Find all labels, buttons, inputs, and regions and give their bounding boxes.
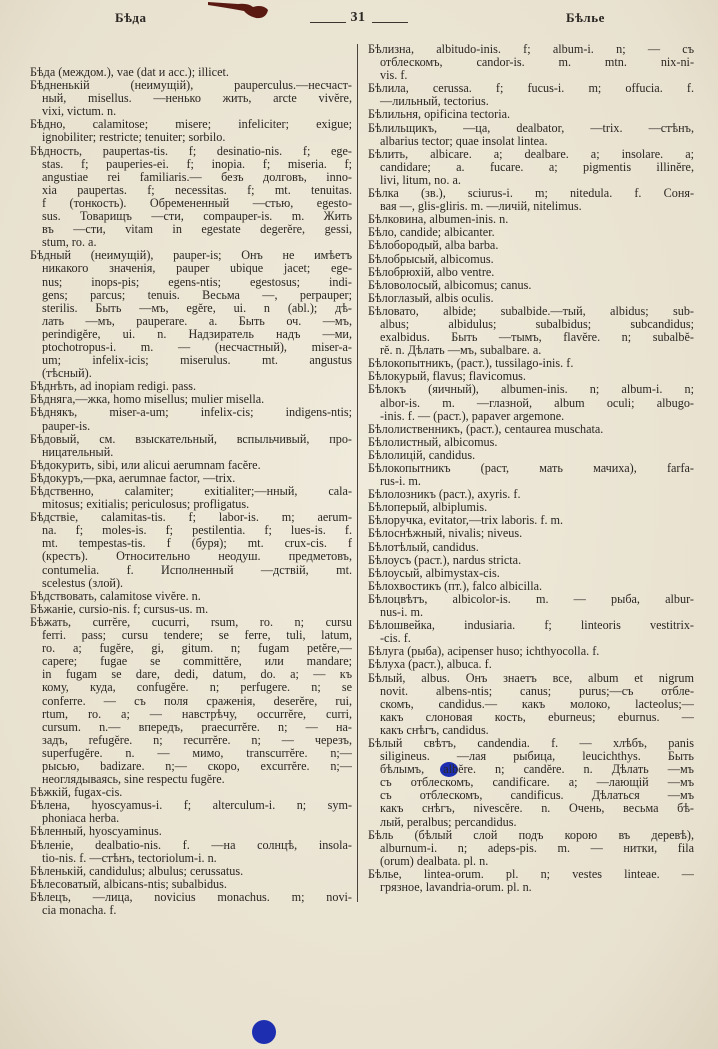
- entry-headline: Бѣлильня, opificina tectoria.: [368, 108, 511, 122]
- entry-headline: Бѣлоусый, albimystax-cis.: [368, 566, 500, 580]
- entry-headline: Бѣлуха (раст.), albuca. f.: [368, 658, 492, 672]
- left-column: [30, 66, 352, 917]
- dictionary-entry: [368, 383, 694, 422]
- entry-headline: Бѣлокопытникъ (раст, мать мачиха), farfa-: [368, 462, 694, 475]
- entry-continuation: -inis. f. — (раст.), papaver argemone.: [380, 409, 565, 423]
- dictionary-entry: [30, 865, 352, 878]
- entry-continuation: -cis. f.: [380, 632, 411, 646]
- dictionary-entry: [30, 459, 352, 472]
- dictionary-entry: [30, 380, 352, 393]
- dictionary-entry: [30, 393, 352, 406]
- entry-continuation: скомъ, candidus.— какъ молоко, lacteolus;—: [380, 697, 694, 711]
- entry-continuation: (orum) dealbata. pl. n.: [380, 854, 489, 868]
- dictionary-entry: [368, 672, 694, 737]
- entry-headline: Бѣль (бѣлый слой подъ корою въ деревѣ),: [368, 828, 694, 842]
- dictionary-entry: [368, 370, 694, 383]
- entry-headline: Бѣлковина, albumen-inis. n.: [368, 213, 509, 227]
- entry-continuation: неоглядываясь, sine respectu fugĕre.: [42, 773, 225, 787]
- entry-headline: Бѣло, candide; albicanter.: [368, 226, 495, 240]
- entry-continuation: scelestus (злой).: [42, 576, 124, 590]
- dictionary-entry: [368, 501, 694, 514]
- entry-headline: Бѣлуга (рыба), acipenser huso; ichthyocolla. f.: [368, 645, 600, 659]
- entry-continuation: in fugam se dare, dedi, datum, do. a; — къ: [42, 668, 352, 682]
- entry-headline: Бѣлотѣлый, candidus.: [368, 540, 479, 554]
- entry-continuation: vixi, victum. n.: [42, 105, 117, 119]
- dictionary-entry: [368, 645, 694, 658]
- dictionary-entry: [30, 66, 352, 79]
- entry-continuation: stas. f; pauperies-ei. f; inopia. f; miseria. f;: [42, 157, 352, 171]
- entry-continuation: contumelia. f. Исполненный —дствій, mt.: [42, 563, 352, 577]
- dictionary-entry: [368, 829, 694, 868]
- entry-continuation: ignobiliter; restricte; tenuiter; sorbilo.: [42, 131, 226, 145]
- entry-headline: Бѣлолистный, albicomus.: [368, 435, 498, 449]
- dictionary-entry: [30, 472, 352, 485]
- entry-continuation: siligineus. —лая рыбица, leucichthys. Быть: [380, 750, 694, 764]
- entry-headline: Бѣдняга,—жка, homo misellus; mulier misella.: [30, 393, 265, 407]
- page-number: 31: [350, 10, 366, 25]
- entry-headline: Бѣлый, albus. Онъ знаетъ все, album et nigrum: [368, 671, 694, 685]
- dictionary-entry: [368, 187, 694, 213]
- entry-continuation: novit. albens-ntis; canus; purus;—съ отбле-: [380, 684, 694, 698]
- entry-headline: Бѣлокопытникъ, (раст.), tussilago-inis. f.: [368, 357, 574, 371]
- dictionary-entry: [368, 266, 694, 279]
- entry-headline: Бѣдствовать, calamitose vivĕre. n.: [30, 589, 201, 603]
- dictionary-entry: [368, 868, 694, 894]
- dictionary-entry: [368, 619, 694, 645]
- dictionary-entry: [30, 118, 352, 144]
- entry-continuation: съ отблескомъ, candificus. Дѣлаться —мъ: [380, 789, 694, 803]
- entry-continuation: кому, куда, confugĕre. n; perfugere. n; se: [42, 681, 352, 695]
- dictionary-entry: [368, 488, 694, 501]
- entry-continuation: ный, misellus. —ненько жить, arcte vivĕre,: [42, 92, 352, 106]
- entry-continuation: грязное, lavandria-orum. pl. n.: [380, 881, 532, 894]
- entry-continuation: albus; albidulus; subalbidus; subcandidus;: [380, 317, 694, 331]
- dictionary-entry: [368, 436, 694, 449]
- entry-continuation: rus-i. m.: [380, 475, 421, 489]
- entry-continuation: candidare; a. fucare. a; pigmentis illinĕre,: [380, 160, 694, 174]
- right-column: [368, 43, 694, 894]
- dictionary-entry: [368, 357, 694, 370]
- entry-continuation: stum, ro. a.: [42, 236, 97, 250]
- entry-headline: Бѣлый свѣтъ, candendia. f. — хлѣбъ, panis: [368, 736, 694, 750]
- entry-continuation: f (тонкость). Обремененный —стью, egesto-: [42, 196, 352, 210]
- entry-headline: Бѣлоусъ (раст.), nardus stricta.: [368, 553, 522, 567]
- entry-continuation: na. f; moles-is. f; pestilentia. f; lues-is. f.: [42, 524, 352, 538]
- entry-headline: Бѣдокуръ,—рка, aerumnae factor, —trix.: [30, 471, 236, 485]
- entry-continuation: какъ снѣгъ, candidus.: [380, 723, 489, 737]
- entry-headline: Бѣжкій, fugax-cis.: [30, 786, 123, 800]
- ink-blot-icon: [208, 0, 270, 20]
- entry-continuation: —лильный, tectorius.: [380, 95, 489, 109]
- dictionary-entry: [368, 253, 694, 266]
- entry-continuation: rĕ. n. Дѣлать —мъ, subalbare. a.: [380, 344, 542, 358]
- dictionary-entry: [368, 148, 694, 187]
- entry-continuation: ro. a; fugĕre, gi, gitum. n; fugam petĕre,—: [42, 642, 352, 656]
- entry-continuation: pauper-is.: [42, 419, 91, 433]
- entry-headline: Бѣлецъ, —лица, novicius monachus. m; novi-: [30, 890, 352, 904]
- entry-headline: Бѣднякъ, miser-a-um; infelix-cis; indigens-ntis;: [30, 406, 352, 420]
- dictionary-entry: [30, 825, 352, 838]
- entry-headline: Бѣжаніе, cursio-nis. f; cursus-us. m.: [30, 602, 209, 616]
- entry-continuation: лый, peralbus; percandidus.: [380, 815, 517, 829]
- dictionary-entry: [368, 108, 694, 121]
- dictionary-entry: [368, 423, 694, 436]
- entry-continuation: sterilis. Быть —мъ, egĕre, ui. n (abl.); дѣ-: [42, 301, 352, 315]
- dictionary-entry: [368, 226, 694, 239]
- entry-continuation: albarius tector; quae insolat lintea.: [380, 134, 548, 148]
- entry-continuation: рысью, badizare. n;— скоро, excurrĕre. n;—: [42, 759, 352, 773]
- entry-headline: Бѣдненькій (неимущій), pauperculus.—несчаст-: [30, 79, 352, 93]
- entry-continuation: tio-nis. f. —стѣнъ, tectoriolum-i. n.: [42, 851, 217, 865]
- entry-headline: Бѣда (междом.), vae (dat и acc.); illicet.: [30, 66, 229, 79]
- entry-headline: Бѣлизна, albitudo-inis. f; album-i. n; — съ: [368, 43, 694, 56]
- entry-continuation: лать —мъ, pauperare. a. Быть оч. —мъ,: [42, 314, 352, 328]
- dictionary-entry: [30, 485, 352, 511]
- dictionary-entry: [368, 122, 694, 148]
- entry-continuation: задъ, refugĕre. n; recurrĕre. n; — черезъ,: [42, 733, 352, 747]
- entry-continuation: съ отблескомъ, candificare. a; —лающій —мъ: [380, 776, 694, 790]
- entry-continuation: albor-is. m. —глазной, album oculi; albugo-: [380, 396, 694, 410]
- entry-continuation: въ —сти, vitam in egestate degerĕre, gessi,: [42, 223, 352, 237]
- dictionary-entry: [368, 658, 694, 671]
- entry-headline: Бѣлолозникъ (раст.), axyris. f.: [368, 488, 521, 502]
- dictionary-entry: [368, 554, 694, 567]
- dictionary-entry: [30, 891, 352, 917]
- entry-headline: Бѣлить, albicare. a; dealbare. a; insolare. a;: [368, 147, 694, 161]
- dictionary-entry: [368, 239, 694, 252]
- entry-headline: Бѣлка (зв.), sciurus-i. m; nitedula. f. Соня-: [368, 187, 694, 201]
- entry-continuation: vis. f.: [380, 69, 408, 83]
- dictionary-entry: [30, 145, 352, 250]
- entry-continuation: nus-i. m.: [380, 606, 423, 620]
- entry-headline: Бѣлобородый, alba barba.: [368, 239, 499, 253]
- entry-headline: Бѣленный, hyoscyaminus.: [30, 825, 162, 839]
- entry-continuation: um; infelix-icis; miserulus. mt. angustus: [42, 354, 352, 368]
- entry-headline: Бѣленіе, dealbatio-nis. f. —на солнцѣ, insola-: [30, 838, 352, 852]
- dictionary-entry: [368, 449, 694, 462]
- dictionary-entry: [368, 541, 694, 554]
- column-divider: [357, 44, 358, 902]
- dictionary-entry: [368, 462, 694, 488]
- entry-headline: Бѣлоручка, evitator,—trix laboris. f. m.: [368, 514, 564, 528]
- entry-headline: Бѣленькій, candidulus; albulus; cerussatus.: [30, 864, 244, 878]
- entry-continuation: mt. tempestas-tis. f (буря); mt. crux-cis. f: [42, 537, 352, 551]
- entry-continuation: ptochotropus-i. m. — (несчастный), miser-a-: [42, 340, 352, 354]
- dictionary-entry: [368, 527, 694, 540]
- entry-continuation: alburnum-i. n; adeps-pis. m. — нитки, fila: [380, 841, 694, 855]
- entry-headline: Бѣлильщикъ, —ца, dealbator, —trix. —стѣнъ,: [368, 121, 694, 135]
- entry-continuation: отблескомъ, candor-is. m. mtn. nix-ni-: [380, 56, 694, 70]
- entry-headline: Бѣлолицій, candidus.: [368, 448, 476, 462]
- ink-spot-icon: [252, 1020, 276, 1044]
- dictionary-entry: [368, 292, 694, 305]
- entry-continuation: ferri. pass; cursu tendere; se ferre, tuli, latum,: [42, 629, 352, 643]
- entry-continuation: sus. Товарищъ —сти, compauper-is. m. Жить: [42, 210, 352, 224]
- dictionary-entry: [30, 878, 352, 891]
- entry-continuation: capere; fugae se committĕre, или mandare;: [42, 655, 352, 669]
- entry-headline: Бѣлесоватый, albicans-ntis; subalbidus.: [30, 877, 227, 891]
- entry-continuation: бѣлымъ, albĕre. n; candĕre. n. Дѣлать —мъ: [380, 763, 694, 777]
- entry-continuation: какъ снѣгъ, nivescĕre. n. Очень, весьма бѣ-: [380, 802, 694, 816]
- dictionary-entry: [30, 79, 352, 118]
- dictionary-entry: [30, 603, 352, 616]
- entry-headline: Бѣлокъ (яичный), albumen-inis. n; album-i. n;: [368, 383, 694, 397]
- entry-headline: Бѣлолиственникъ, (раст.), centaurea muschata.: [368, 422, 604, 436]
- entry-continuation: superfugĕre. n. — мимо, transcurrĕre. n;—: [42, 746, 352, 760]
- dictionary-entry: [30, 406, 352, 432]
- entry-headline: Бѣлоснѣжный, nivalis; niveus.: [368, 527, 523, 541]
- entry-headline: Бѣлоперый, albiplumis.: [368, 501, 488, 515]
- entry-continuation: exalbidus. Быть —тымъ, flavĕre. n; subalbĕ-: [380, 331, 694, 345]
- dictionary-entry: [368, 593, 694, 619]
- entry-headline: Бѣлокурый, flavus; flavicomus.: [368, 370, 526, 384]
- entry-continuation: gens; parcus; tenuis. Весьма —, perpauper;: [42, 288, 352, 302]
- entry-headline: Бѣлобрысый, albicomus.: [368, 252, 494, 266]
- entry-headline: Бѣжать, currĕre, cucurri, rsum, ro. n; cursu: [30, 615, 352, 629]
- dictionary-entry: [368, 514, 694, 527]
- entry-headline: Бѣлошвейка, indusiaria. f; linteoris vestitrix-: [368, 619, 694, 633]
- entry-continuation: какъ слоновая кость, eburneus; eburnus. —: [380, 710, 694, 724]
- entry-headline: Бѣдность, paupertas-tis. f; desinatio-nis. f; ege-: [30, 144, 352, 158]
- entry-continuation: angustiae rei familiaris.— безъ долговъ, inno-: [42, 170, 352, 184]
- dictionary-entry: [368, 213, 694, 226]
- entry-headline: Бѣлила, cerussa. f; fucus-i. m; offucia. f.: [368, 82, 694, 96]
- left-guide-word: Бѣда: [115, 10, 147, 25]
- entry-headline: Бѣдно, calamitose; misere; infeliciter; exigue;: [30, 118, 352, 132]
- entry-continuation: cursum. n.— впередъ, praecurrĕre. n; — на-: [42, 720, 352, 734]
- entry-headline: Бѣлена, hyoscyamus-i. f; alterculum-i. n; sym-: [30, 799, 352, 813]
- entry-continuation: вая —, glis-gliris. m. —личій, nitelimus.: [380, 200, 582, 214]
- dictionary-entry: [30, 433, 352, 459]
- dictionary-entry: [368, 82, 694, 108]
- dictionary-entry: [30, 616, 352, 786]
- right-guide-word: Бѣлье: [566, 10, 605, 25]
- dictionary-entry: [30, 786, 352, 799]
- dictionary-entry: [368, 279, 694, 292]
- entry-continuation: (крестъ). Относительно неодуш. предметовъ,: [42, 550, 352, 564]
- entry-headline: Бѣдствіе, calamitas-tis. f; labor-is. m; aerum-: [30, 511, 352, 525]
- entry-headline: Бѣдокурить, sibi, или alicui aerumnam facĕre.: [30, 458, 261, 472]
- entry-continuation: perindigĕre, ui. n. Надзиратель надъ —ми,: [42, 327, 352, 341]
- entry-continuation: nus; inops-pis; egens-ntis; egestosus; indi-: [42, 275, 352, 289]
- entry-headline: Бѣдный (неимущій), pauper-is; Онъ не имѣетъ: [30, 249, 352, 263]
- entry-headline: Бѣлоцвѣтъ, albicolor-is. m. — рыба, albur-: [368, 592, 694, 606]
- entry-continuation: phoniaca herba.: [42, 812, 120, 826]
- dictionary-entry: [30, 590, 352, 603]
- entry-continuation: livi, litum, no. a.: [380, 173, 461, 187]
- entry-headline: Бѣдовый, см. взыскательный, вспыльчивый, про-: [30, 432, 352, 446]
- dictionary-entry: [30, 249, 352, 380]
- entry-continuation: никакого значенія, pauper ubique jacet; ege-: [42, 262, 352, 276]
- entry-continuation: rtum, ro. a; — навстрѣчу, occurrĕre, curri,: [42, 707, 352, 721]
- entry-headline: Бѣловато, albide; subalbide.—тый, albidus; sub-: [368, 304, 694, 318]
- entry-continuation: mitosus; exitialis; periculosus; profligatus.: [42, 498, 250, 512]
- dictionary-entry: [30, 839, 352, 865]
- entry-continuation: conferre. — съ поля сраженія, deserĕre, rui,: [42, 694, 352, 708]
- dictionary-entry: [368, 567, 694, 580]
- entry-headline: Бѣдственно, calamiter; exitialiter;—нный, cala-: [30, 485, 352, 498]
- entry-continuation: xia paupertas. f; necessitas. f; mt. tenuitas.: [42, 183, 352, 197]
- dictionary-entry: [30, 799, 352, 825]
- entry-headline: Бѣлье, lintea-orum. pl. n; vestes linteae. —: [368, 867, 694, 881]
- entry-headline: Бѣлохвостикъ (пт.), falco albicilla.: [368, 579, 543, 593]
- dictionary-entry: [368, 580, 694, 593]
- dictionary-entry: [368, 43, 694, 82]
- entry-continuation: (тѣсный).: [42, 367, 92, 381]
- entry-continuation: cia monacha. f.: [42, 904, 117, 917]
- entry-headline: Бѣлобрюхій, albo ventre.: [368, 265, 495, 279]
- dictionary-entry: [368, 737, 694, 829]
- entry-headline: Бѣловолосый, albicomus; canus.: [368, 278, 532, 292]
- entry-continuation: ницательный.: [42, 445, 114, 459]
- entry-headline: Бѣднѣть, ad inopiam redigi. pass.: [30, 380, 197, 394]
- dictionary-entry: [30, 511, 352, 590]
- dictionary-entry: [368, 305, 694, 357]
- entry-headline: Бѣлоглазый, albis oculis.: [368, 291, 494, 305]
